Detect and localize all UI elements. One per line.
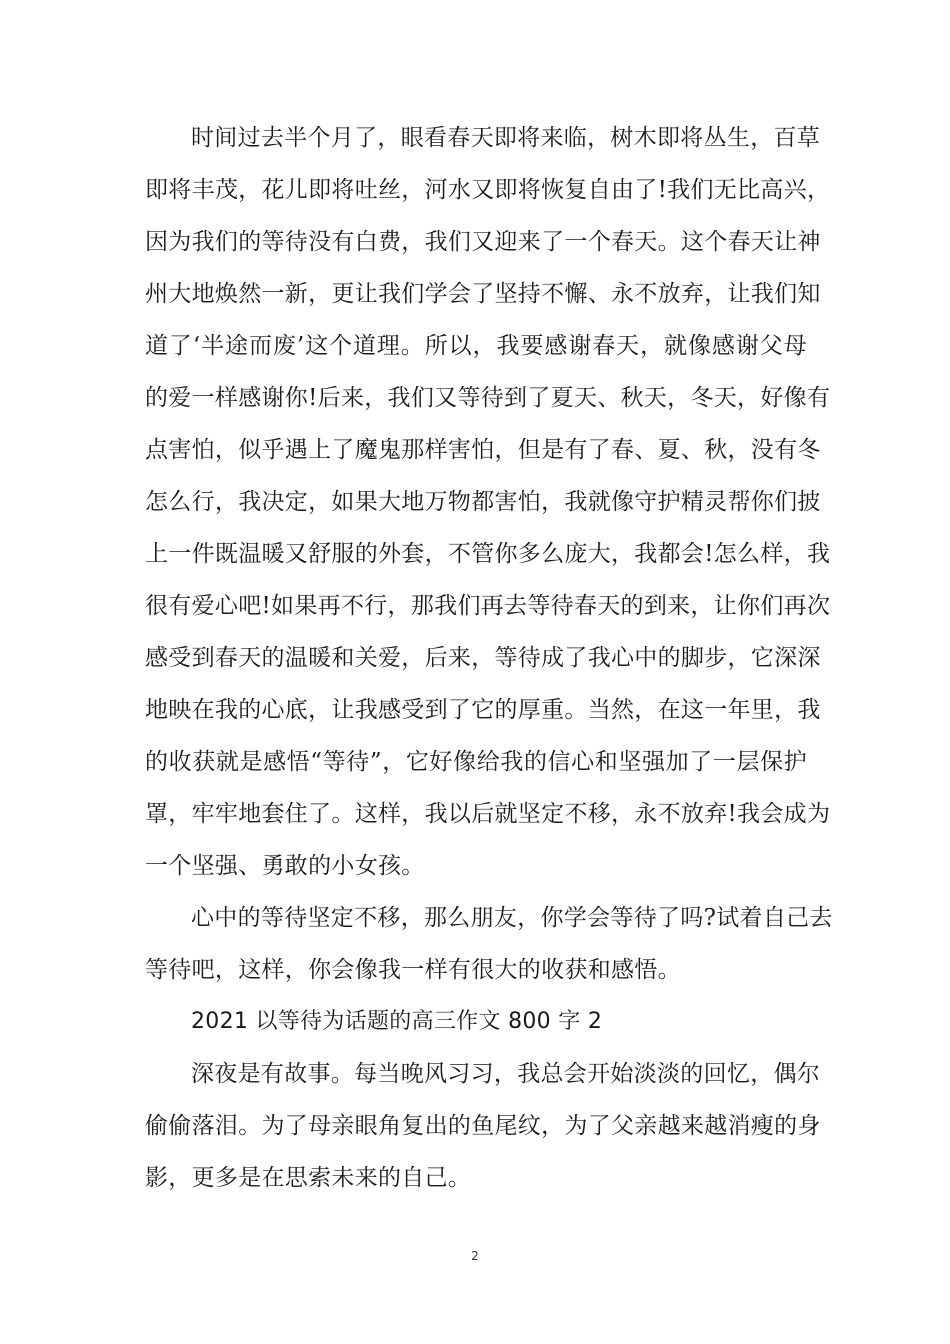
text-line: 地映在我的心底，让我感受到了它的厚重。当然，在这一年里，我 — [145, 697, 821, 723]
text-line: 深夜是有故事。每当晚风习习，我总会开始淡淡的回忆，偶尔 — [191, 1061, 821, 1087]
text-line: 一个坚强、勇敢的小女孩。 — [145, 853, 425, 879]
text-line: 感受到春天的温暖和关爱，后来，等待成了我心中的脚步，它深深 — [145, 645, 821, 671]
text-line: 州大地焕然一新，更让我们学会了坚持不懈、永不放弃，让我们知 — [145, 281, 821, 307]
text-line: 罩，牢牢地套住了。这样，我以后就坚定不移，永不放弃!我会成为 — [145, 801, 831, 827]
text-line: 偷偷落泪。为了母亲眼角复出的鱼尾纹，为了父亲越来越消瘦的身 — [145, 1113, 821, 1139]
text-line: 的收获就是感悟“等待”，它好像给我的信心和坚强加了一层保护 — [145, 749, 807, 775]
text-line: 时间过去半个月了，眼看春天即将来临，树木即将丛生，百草 — [191, 125, 821, 151]
text-line: 的爱一样感谢你!后来，我们又等待到了夏天、秋天，冬天，好像有 — [145, 385, 831, 411]
document-body — [145, 112, 833, 1204]
text-line: 点害怕，似乎遇上了魔鬼那样害怕，但是有了春、夏、秋，没有冬 — [145, 437, 821, 463]
text-line: 因为我们的等待没有白费，我们又迎来了一个春天。这个春天让神 — [145, 229, 821, 255]
text-line: 即将丰茂，花儿即将吐丝，河水又即将恢复自由了!我们无比高兴， — [145, 177, 831, 203]
text-line: 怎么行，我决定，如果大地万物都害怕，我就像守护精灵帮你们披 — [145, 489, 821, 515]
text-line: 等待吧，这样，你会像我一样有很大的收获和感悟。 — [145, 957, 681, 983]
page-number: 2 — [471, 1249, 479, 1263]
text-line: 很有爱心吧!如果再不行，那我们再去等待春天的到来，让你们再次 — [145, 593, 831, 619]
text-line: 上一件既温暖又舒服的外套，不管你多么庞大，我都会!怎么样，我 — [145, 541, 831, 567]
section-heading: 2021 以等待为话题的高三作文 800 字 2 — [191, 1009, 603, 1034]
text-line: 影，更多是在思索未来的自己。 — [145, 1165, 472, 1191]
text-line: 心中的等待坚定不移，那么朋友，你学会等待了吗?试着自己去 — [191, 905, 833, 931]
text-line: 道了‘半途而废’这个道理。所以，我要感谢春天，就像感谢父母 — [145, 333, 807, 359]
